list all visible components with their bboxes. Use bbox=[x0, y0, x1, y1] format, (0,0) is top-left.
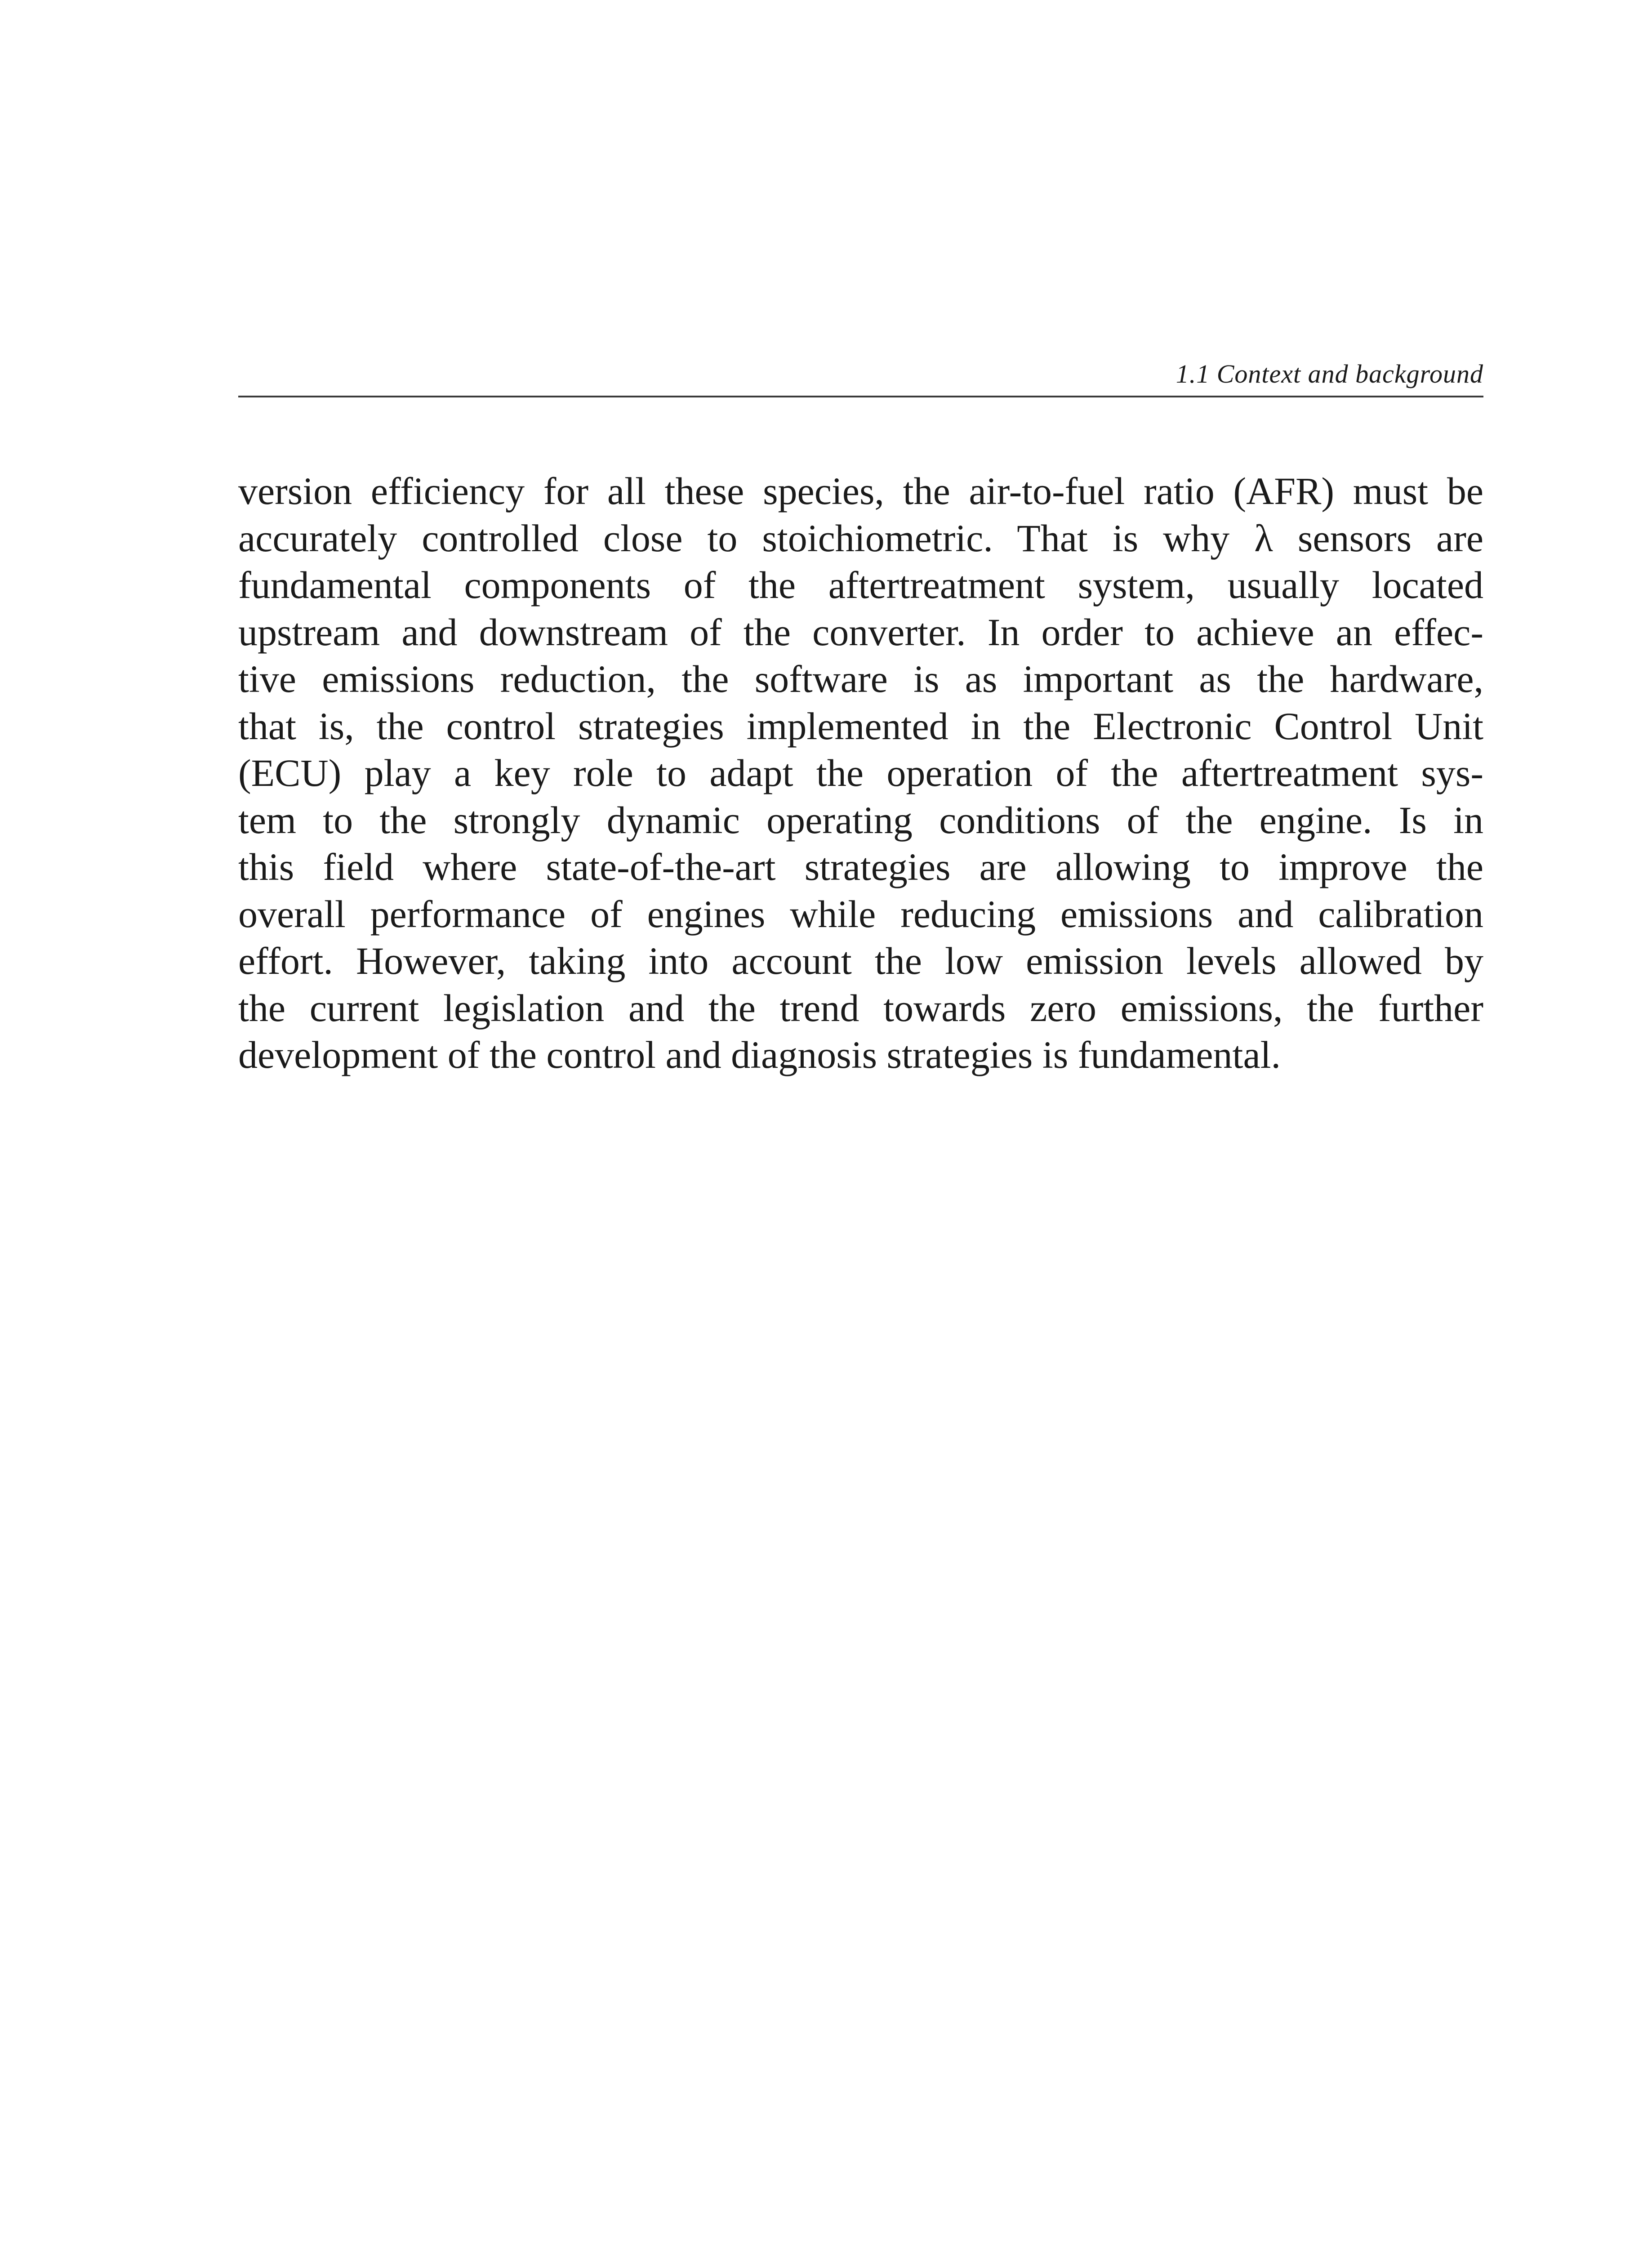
running-header bbox=[238, 355, 1483, 397]
paragraph-line: fundamental components of the aftertreatment system, usually located bbox=[238, 563, 1483, 607]
paragraph-line: tem to the strongly dynamic operating conditions of the engine. Is in bbox=[238, 798, 1483, 842]
running-header-title: 1.1 Context and background bbox=[1176, 359, 1483, 388]
paragraph-line: tive emissions reduction, the software is as important as the hardware, bbox=[238, 657, 1483, 700]
paragraph-line: this field where state-of-the-art strategies are allowing to improve the bbox=[238, 845, 1483, 888]
paragraph-line: effort. However, taking into account the low emission levels allowed by bbox=[238, 939, 1483, 982]
paragraph-line: (ECU) play a key role to adapt the operation of the aftertreatment sys- bbox=[238, 751, 1483, 794]
paragraph-line: version efficiency for all these species, the air-to-fuel ratio (AFR) must be bbox=[238, 469, 1483, 513]
body-paragraph bbox=[238, 468, 1483, 1079]
paragraph-line: that is, the control strategies implemented in the Electronic Control Unit bbox=[238, 704, 1483, 748]
paragraph-line: accurately controlled close to stoichiometric. That is why λ sensors are bbox=[238, 516, 1483, 560]
paragraph-line: overall performance of engines while reducing emissions and calibration bbox=[238, 892, 1483, 936]
paragraph-line: the current legislation and the trend towards zero emissions, the further bbox=[238, 986, 1483, 1030]
paragraph-line: upstream and downstream of the converter. In order to achieve an effec- bbox=[238, 610, 1483, 654]
paragraph-line: development of the control and diagnosis strategies is fundamental. bbox=[238, 1033, 1281, 1076]
